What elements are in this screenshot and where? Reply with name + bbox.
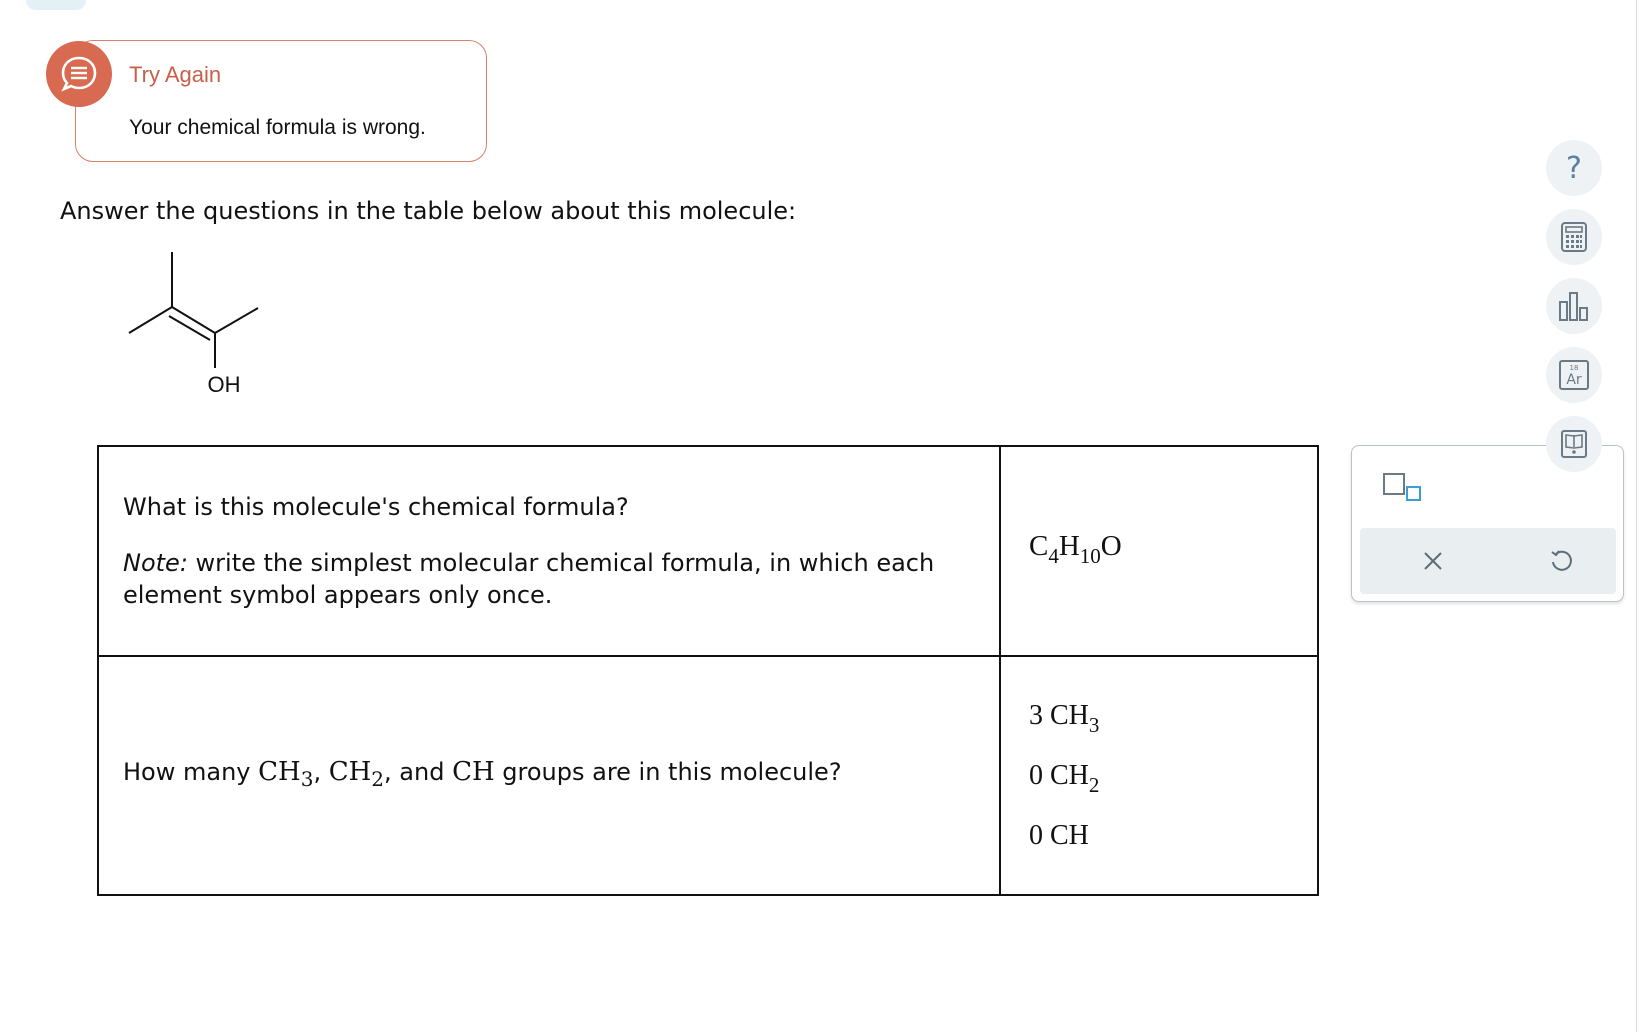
periodic-table-icon[interactable] [1546, 347, 1602, 403]
groups-answer-cell [1000, 656, 1318, 895]
top-tab[interactable] [26, 0, 86, 10]
help-icon[interactable]: ? [1546, 140, 1602, 196]
double-bond-inner [169, 316, 210, 340]
ch-count-input[interactable]: 0 CH [1029, 819, 1089, 851]
bond-right [215, 308, 258, 333]
formula-answer-cell[interactable] [1000, 446, 1318, 656]
formula-question: What is this molecule's chemical formula? [123, 493, 629, 521]
bond-left [129, 307, 172, 333]
feedback-message: Your chemical formula is wrong. [129, 116, 426, 139]
note-text: write the simplest molecular chemical formula, in which each element symbol appears only once. [123, 549, 935, 609]
formula-answer[interactable]: $C_4H_{10}O$ [1029, 529, 1122, 568]
ch2-count-input[interactable]: 0 $CH_2$ [1029, 759, 1100, 797]
groups-question: How many $CH_3$, $CH_2$, and CH groups are in this molecule? [123, 757, 842, 791]
question-table [97, 445, 1319, 896]
table-row [98, 656, 1318, 895]
ch3-count-input[interactable]: 3 $CH_3$ [1029, 699, 1100, 737]
close-icon[interactable] [1416, 544, 1450, 578]
subscript-icon[interactable] [1382, 472, 1424, 504]
feedback-speech-icon [46, 41, 112, 107]
undo-icon[interactable] [1544, 544, 1578, 578]
calculator-icon[interactable] [1546, 209, 1602, 265]
formula-note [123, 547, 975, 611]
bar-chart-icon[interactable] [1546, 278, 1602, 334]
hydroxyl-label: OH [207, 372, 241, 397]
molecule-structure [110, 250, 280, 400]
reference-book-icon[interactable] [1546, 416, 1602, 472]
right-edge-divider [1636, 0, 1637, 1032]
table-row [98, 446, 1318, 656]
note-label: Note: [123, 549, 188, 577]
feedback-title: Try Again [129, 62, 222, 87]
svg-text:18: 18 [1569, 364, 1579, 372]
instructions: Answer the questions in the table below about this molecule: [60, 197, 797, 225]
feedback-box [75, 40, 487, 162]
tool-button-bar [1360, 528, 1616, 594]
svg-text:Ar: Ar [1566, 372, 1582, 388]
double-bond-outer [172, 307, 215, 333]
question-cell [98, 446, 1000, 656]
question-cell [98, 656, 1000, 895]
